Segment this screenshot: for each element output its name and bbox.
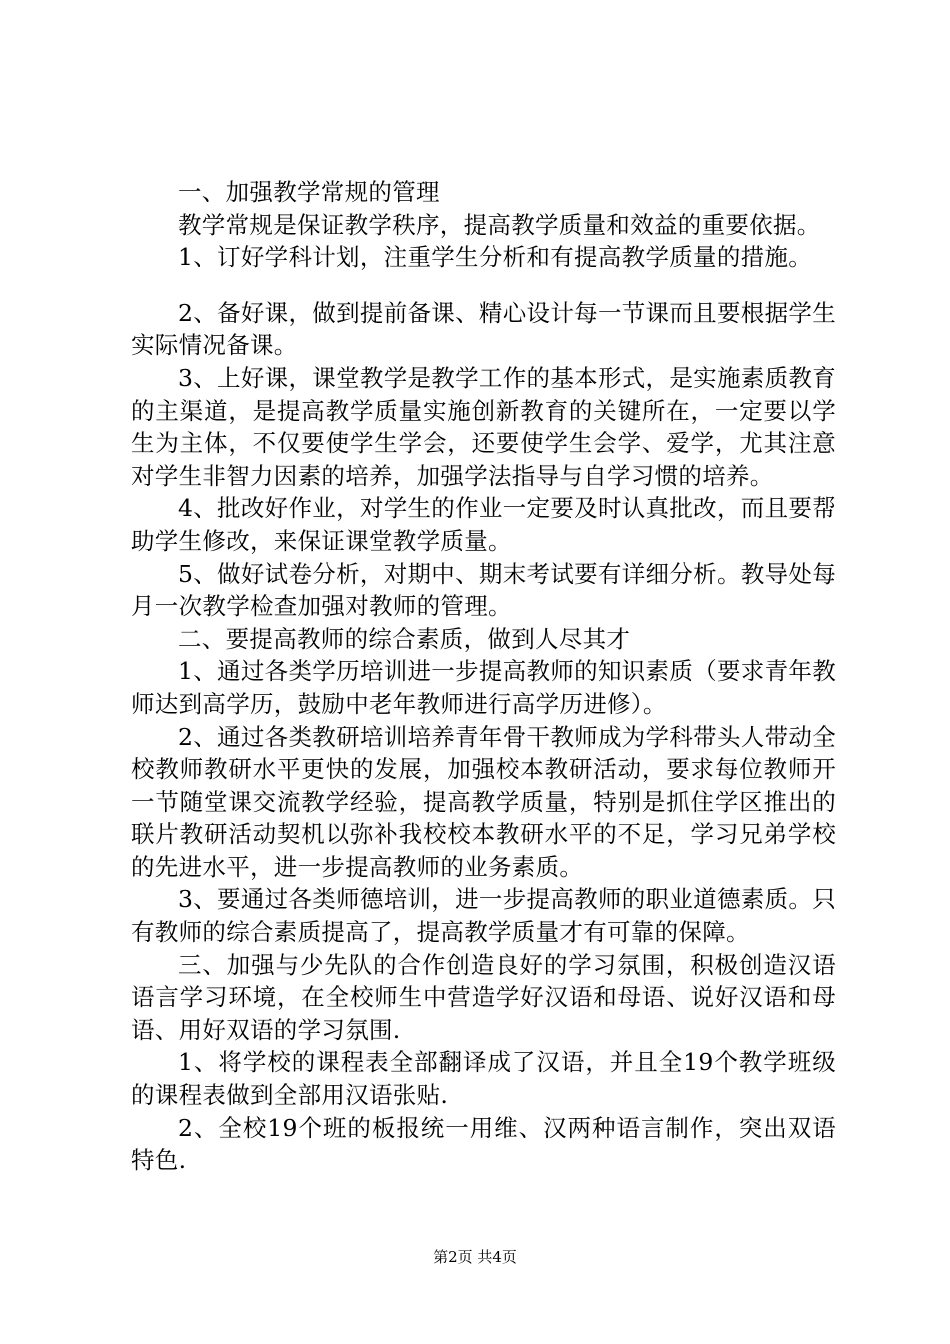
section-heading-1: 一、加强教学常规的管理 — [178, 178, 440, 206]
paragraph: 1、通过各类学历培训进一步提高教师的知识素质（要求青年教师达到高学历，鼓励中老年教师进行高学历进修）。 — [131, 657, 836, 718]
paragraph: 4、批改好作业，对学生的作业一定要及时认真批改，而且要帮助学生修改，来保证课堂教学质量。 — [131, 494, 836, 555]
paragraph: 3、要通过各类师德培训，进一步提高教师的职业道德素质。只有教师的综合素质提高了，提高教学质量才有可靠的保障。 — [131, 885, 836, 947]
paragraph: 1、订好学科计划，注重学生分析和有提高教学质量的措施。 — [178, 243, 813, 272]
document-body — [131, 176, 836, 1177]
section-heading-3: 三、加强与少先队的合作创造良好的学习氛围，积极创造汉语语言学习环境，在全校师生中营造学好汉语和母语、说好汉语和母语、用好双语的学习氛围. — [131, 950, 836, 1044]
paragraph: 5、做好试卷分析，对期中、期末考试要有详细分析。教导处每月一次教学检查加强对教师的管理。 — [131, 559, 836, 621]
section-heading-2: 二、要提高教师的综合素质，做到人尽其才 — [178, 624, 631, 653]
paragraph: 2、通过各类教研培训培养青年骨干教师成为学科带头人带动全校教师教研水平更快的发展，加强校本教研活动，要求每位教师开一节随堂课交流教学经验，提高教学质量，特别是抓住学区推出的联片教研活动契机以弥补我校校本教研水平的不足，学习兄弟学校的先进水平，进一步提高教师的业务素质。 — [131, 722, 836, 881]
paragraph: 教学常规是保证教学秩序，提高教学质量和效益的重要依据。 — [178, 210, 821, 239]
paragraph: 3、上好课，课堂教学是教学工作的基本形式，是实施素质教育的主渠道，是提高教学质量实施创新教育的关键所在，一定要以学生为主体，不仅要使学生学会，还要使学生会学、爱学，尤其注意对学生非智力因素的培养，加强学法指导与自学习惯的培养。 — [131, 363, 836, 490]
page-footer: 第2页 共4页 — [433, 1248, 517, 1266]
paragraph: 2、全校19个班的板报统一用维、汉两种语言制作，突出双语特色. — [131, 1113, 836, 1175]
paragraph: 2、备好课，做到提前备课、精心设计每一节课而且要根据学生实际情况备课。 — [131, 298, 836, 360]
paragraph: 1、将学校的课程表全部翻译成了汉语，并且全19个教学班级的课程表做到全部用汉语张贴. — [131, 1048, 836, 1110]
